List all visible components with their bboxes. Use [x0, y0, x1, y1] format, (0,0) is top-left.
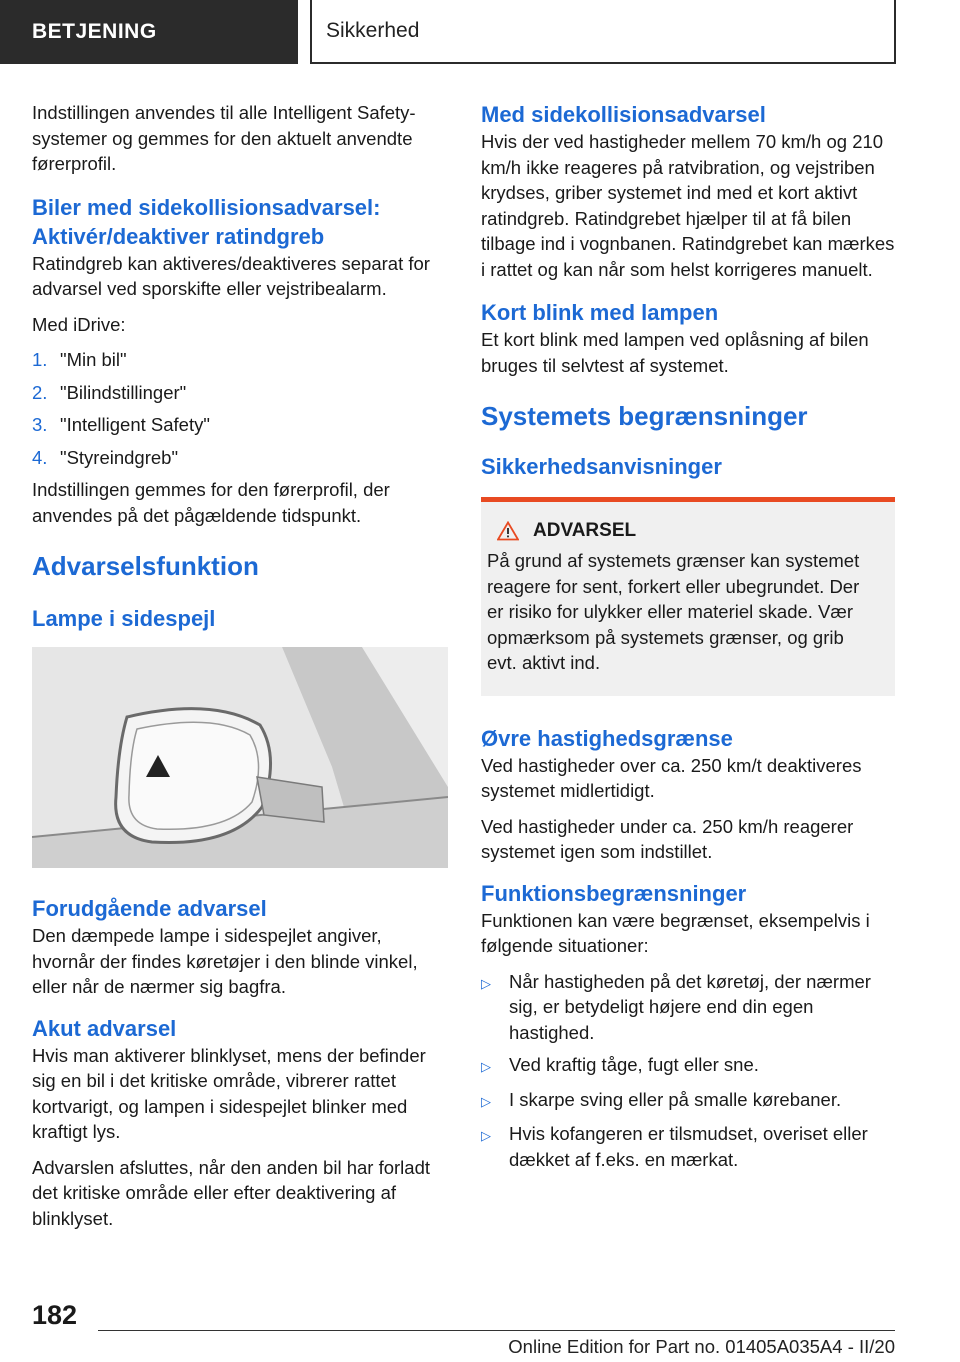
paragraph-ovre-1: Ved hastigheder over ca. 250 km/t deaktiveres systemet midlertidigt.	[481, 754, 862, 801]
chapter-tab: Sikkerhed	[310, 0, 896, 64]
right-column	[481, 100, 895, 1179]
triangle-right-icon: ▷	[481, 1128, 491, 1143]
paragraph-forudgaaende: Den dæmpede lampe i sidespejlet angiver, hvornår der findes køretøjer i den blinde vinkel, eller når de nærmer sig bagfra.	[32, 925, 418, 997]
paragraph-gemmes: Indstillingen gemmes for den førerprofil, der anvendes på det pågældende tidspunkt.	[32, 479, 390, 526]
idrive-steps	[32, 347, 448, 470]
paragraph-funktion: Funktionen kan være begrænset, eksempelvis i følgende situationer:	[481, 909, 870, 956]
heading-akut: Akut advarsel	[32, 1015, 177, 1041]
heading-ovre: Øvre hastighedsgrænse	[481, 725, 733, 751]
triangle-right-icon: ▷	[481, 1059, 491, 1074]
paragraph-akut-1: Hvis man aktiverer blinklyset, mens der befinder sig en bil i det kritiske område, vibrerer rattet kortvarigt, og lampen i sidespejlet blinker med kraftigt lys.	[32, 1044, 426, 1142]
heading-lampe: Lampe i sidespejl	[32, 606, 216, 631]
paragraph-idrive: Med iDrive:	[32, 313, 126, 335]
heading-sikkerhed: Sikkerhedsanvisninger	[481, 454, 722, 479]
footer-divider	[98, 1330, 895, 1331]
paragraph-med-sidekollision: Hvis der ved hastigheder mellem 70 km/h og 210 km/h ikke reageres på ratvibration, og vejstriben krydses, griber systemet ind med et kort aktivt ratindgreb. Ratindgrebet hjælper til at få bilen tilbage ind i vognbanen. Ratindgrebet kan mærkes i rattet og kan når som helst korrigeres manuelt.	[481, 131, 895, 280]
triangle-right-icon: ▷	[481, 975, 491, 991]
heading-forudgaaende: Forudgående advarsel	[32, 896, 267, 921]
paragraph-ovre-2: Ved hastigheder under ca. 250 km/h reagerer systemet igen som indstillet.	[481, 815, 854, 862]
paragraph-kort-blink: Et kort blink med lampen ved oplåsning af bilen bruges til selvtest af systemet.	[481, 329, 869, 376]
page-number: 182	[32, 1300, 78, 1330]
warning-title: ADVARSEL	[487, 520, 873, 542]
heading-kort-blink: Kort blink med lampen	[481, 300, 719, 325]
step-item: 3. "Intelligent Safety"	[32, 414, 210, 435]
section-tab: BETJENING	[0, 0, 298, 64]
warning-triangle-icon	[497, 521, 519, 541]
step-item: 1. "Min bil"	[32, 349, 127, 370]
mirror-photo	[32, 647, 448, 868]
heading-med-sidekollision: Med sidekollisionsadvarsel	[481, 102, 766, 127]
intro-paragraph: Indstillingen anvendes til alle Intelligent Safety-systemer og gemmes for den aktuelt anvendte førerprofil.	[32, 102, 416, 174]
step-item: 2. "Bilindstillinger"	[32, 381, 187, 403]
edition-text: Online Edition for Part no. 01405A035A4 - II/20	[508, 1336, 895, 1357]
heading-advarselsfunktion: Advarselsfunktion	[32, 551, 259, 581]
paragraph-akut-2: Advarslen afsluttes, når den anden bil har forladt det kritiske område eller efter deaktivering af blinklyset.	[32, 1156, 430, 1229]
left-column	[32, 100, 448, 1241]
triangle-right-icon: ▷	[481, 1093, 491, 1109]
heading-funktion: Funktionsbegrænsninger	[481, 880, 747, 906]
warning-text: På grund af systemets grænser kan systemet reagere for sent, forkert eller ubegrundet. Der er risiko for ulykker eller materiel skade. Vær opmærksom på systemets grænser, og grib evt. aktivt ind.	[487, 550, 860, 673]
list-item: ▷ Hvis kofangeren er tilsmudset, overiset eller dækket af f.eks. en mærkat.	[481, 1121, 895, 1172]
paragraph-ratindgreb: Ratindgreb kan aktiveres/deaktiveres separat for advarsel ved sporskifte eller vejstribealarm.	[32, 252, 430, 299]
limitations-list	[481, 969, 895, 1173]
side-mirror-illustration	[32, 647, 448, 868]
warning-box	[481, 497, 895, 696]
list-item: ▷ Ved kraftig tåge, fugt eller sne.	[481, 1052, 895, 1080]
list-item: ▷ Når hastigheden på det køretøj, der nærmer sig, er betydeligt højere end din egen hastighed.	[481, 969, 895, 1046]
step-item: 4. "Styreindgreb"	[32, 446, 179, 468]
list-item: ▷ I skarpe sving eller på smalle kørebaner.	[481, 1087, 895, 1115]
heading-biler: Biler med sidekollisionsadvarsel: Aktivér/deaktiver ratindgreb	[32, 194, 381, 249]
heading-systemets: Systemets begrænsninger	[481, 401, 808, 431]
